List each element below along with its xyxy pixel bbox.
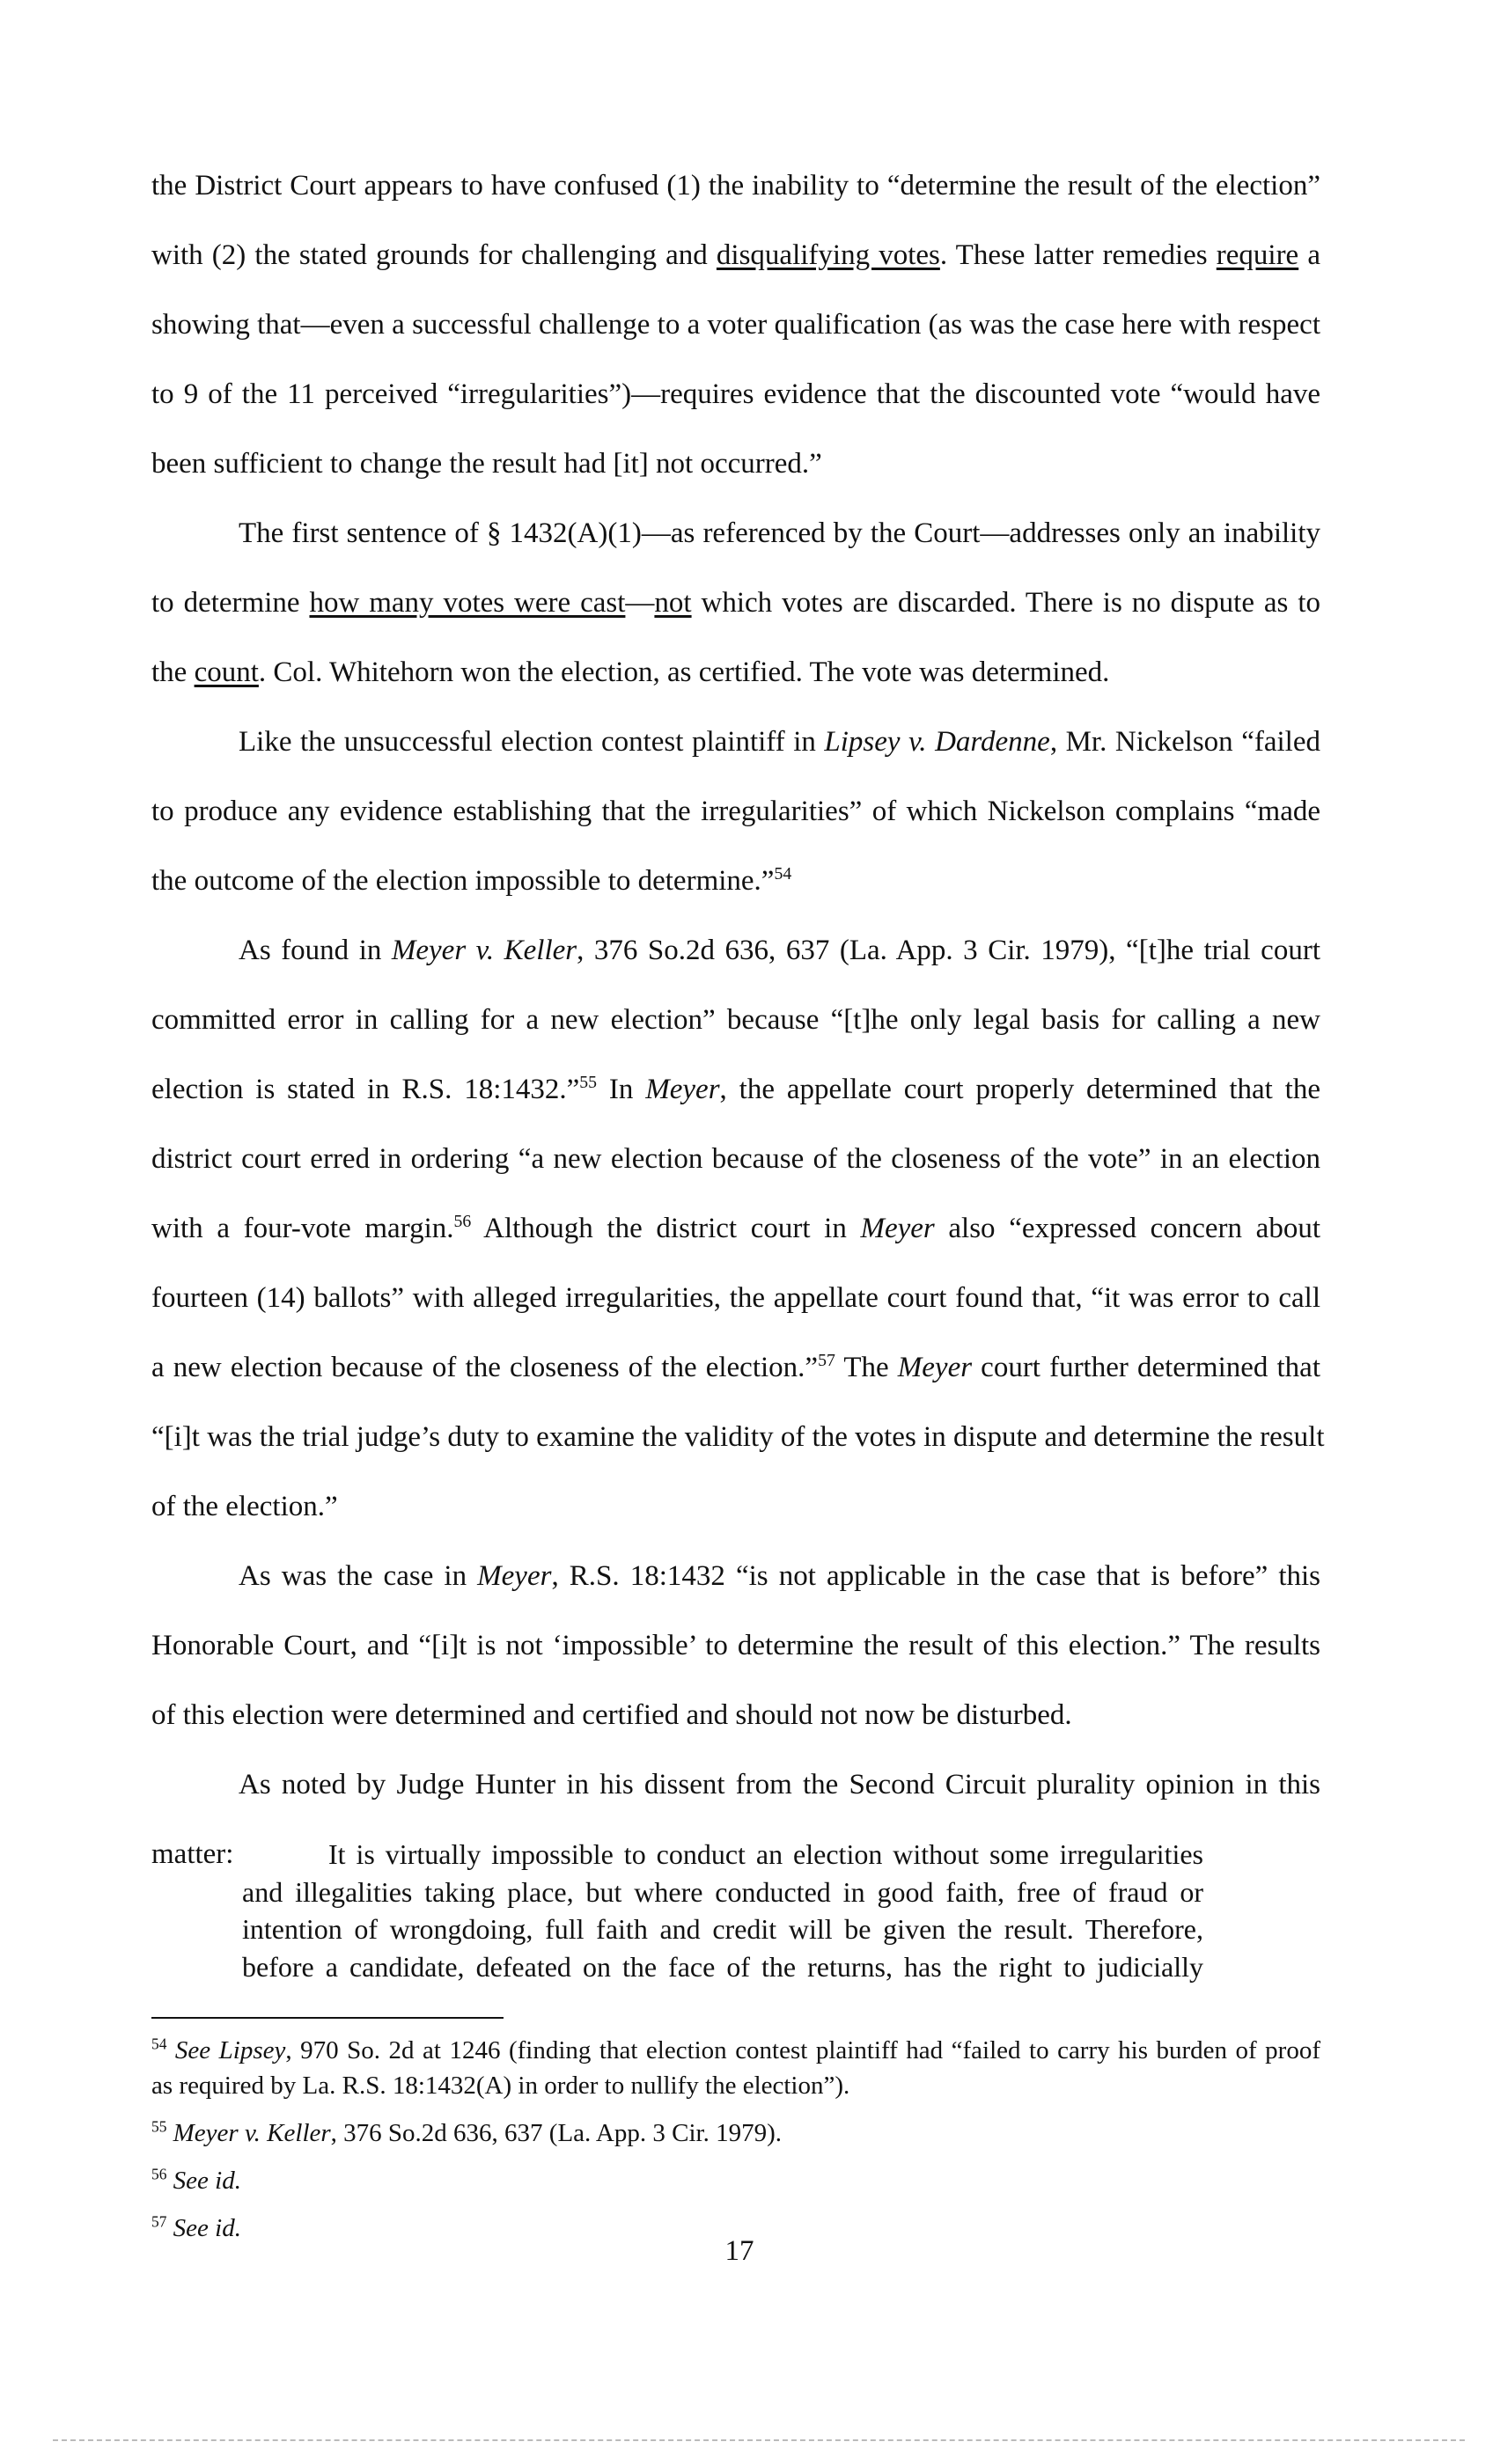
- text-line: [151, 916, 1320, 986]
- footnote-divider: [151, 2017, 504, 2019]
- text-line: [151, 1611, 1320, 1681]
- footnote: [151, 2116, 1320, 2151]
- footnote-reference: 57: [818, 1351, 835, 1371]
- text-run: a new election because of the closeness of the election.”: [151, 1352, 819, 1383]
- text-run: The: [835, 1352, 898, 1383]
- text-run: , 376 So.2d 636, 637 (La. App. 3 Cir. 1979), “[t]he trial court: [577, 935, 1320, 966]
- text-run: court further determined that: [972, 1352, 1320, 1383]
- text-line: [151, 429, 1320, 499]
- text-run: the: [151, 656, 195, 688]
- text-line: [151, 2068, 1320, 2103]
- text-run: [166, 2119, 173, 2147]
- text-run: matter:: [151, 1838, 234, 1870]
- text-line: [151, 1264, 1320, 1333]
- text-line: [151, 499, 1320, 568]
- case-citation: See Lipsey: [174, 2036, 286, 2064]
- text-run: the District Court appears to have confused (1) the inability to “determine the result of the election”: [151, 170, 1320, 202]
- text-run: to determine: [151, 587, 310, 619]
- underlined-text: disqualifying votes: [716, 239, 940, 271]
- text-line: [151, 1403, 1325, 1472]
- footnote-reference: 55: [151, 2117, 167, 2136]
- paragraph: [151, 1542, 1320, 1750]
- text-line: [151, 1750, 1320, 1820]
- text-run: , the appellate court properly determined that the: [719, 1074, 1320, 1105]
- footnote: [151, 2163, 1320, 2198]
- text-run: the outcome of the election impossible to determine.”: [151, 865, 775, 897]
- text-line: [242, 1948, 1203, 1986]
- text-run: It is virtually impossible to conduct an election without some irregularities: [328, 1838, 1203, 1870]
- text-run: Although the district court in: [471, 1213, 861, 1244]
- text-run: fourteen (14) ballots” with alleged irregularities, the appellate court found that, “it was error to call: [151, 1282, 1320, 1314]
- text-run: , R.S. 18:1432 “is not applicable in the case that is before” this: [551, 1560, 1320, 1592]
- body-text: [151, 151, 1325, 1889]
- page-number: 17: [724, 2235, 754, 2267]
- text-run: . Col. Whitehorn won the election, as certified. The vote was determined.: [258, 656, 1110, 688]
- case-citation: Meyer: [860, 1213, 935, 1244]
- footnote: [151, 2033, 1320, 2103]
- text-line: [151, 2163, 1320, 2198]
- footnote-reference: 56: [453, 1212, 472, 1232]
- text-line: [151, 1333, 1320, 1403]
- text-run: with (2) the stated grounds for challenging and: [151, 239, 717, 271]
- text-run: , Mr. Nickelson “failed: [1049, 726, 1320, 758]
- footnote-reference: 56: [151, 2165, 167, 2183]
- text-run: —: [625, 587, 655, 619]
- case-citation: Meyer: [645, 1074, 720, 1105]
- text-run: [166, 2167, 173, 2195]
- text-run: been sufficient to change the result had [it] not occurred.”: [151, 448, 822, 480]
- text-line: [151, 568, 1320, 638]
- text-line: [151, 1055, 1320, 1125]
- text-run: Like the unsuccessful election contest plaintiff in: [239, 726, 825, 758]
- paragraph: [151, 151, 1320, 499]
- text-line: [151, 708, 1320, 777]
- case-citation: See id.: [173, 2214, 241, 2242]
- underlined-text: require: [1216, 239, 1299, 271]
- text-line: [151, 847, 1320, 916]
- text-run: , 970 So. 2d at 1246 (finding that election contest plaintiff had “failed to carry his burden of proof: [285, 2036, 1320, 2064]
- footnote-reference: 54: [774, 864, 792, 884]
- text-line: [151, 638, 1320, 708]
- text-line: [151, 1125, 1320, 1194]
- text-line: [242, 1874, 1203, 1911]
- case-citation: Lipsey v. Dardenne: [824, 726, 1050, 758]
- text-line: [151, 290, 1320, 360]
- text-line: [151, 1194, 1320, 1264]
- scan-edge-artifact: [53, 2439, 1465, 2441]
- text-run: As found in: [239, 935, 392, 966]
- text-run: also “expressed concern about: [934, 1213, 1320, 1244]
- text-run: which votes are discarded. There is no dispute as to: [691, 587, 1320, 619]
- text-line: [151, 777, 1320, 847]
- footnote-reference: 55: [579, 1073, 598, 1093]
- text-run: Honorable Court, and “[i]t is not ‘impossible’ to determine the result of this election.” The results: [151, 1630, 1320, 1661]
- text-run: . These latter remedies: [939, 239, 1217, 271]
- text-line: [151, 1542, 1320, 1611]
- text-run: to produce any evidence establishing that the irregularities” of which Nickelson complains “made: [151, 796, 1320, 827]
- text-run: a: [1298, 239, 1320, 271]
- case-citation: See id.: [173, 2167, 241, 2195]
- text-line: [151, 2033, 1320, 2068]
- text-run: before a candidate, defeated on the face of the returns, has the right to judicially: [242, 1950, 1203, 1983]
- footnote-reference: 57: [151, 2212, 167, 2231]
- text-line: [242, 1910, 1203, 1948]
- text-line: [151, 1472, 1320, 1542]
- text-line: [151, 2116, 1320, 2151]
- text-run: The first sentence of § 1432(A)(1)—as referenced by the Court—addresses only an inability: [239, 517, 1320, 549]
- case-citation: Meyer: [477, 1560, 552, 1592]
- paragraph: [151, 916, 1325, 1542]
- text-run: with a four-vote margin.: [151, 1213, 454, 1244]
- underlined-text: not: [654, 587, 692, 619]
- text-run: district court erred in ordering “a new election because of the closeness of the vote” in an election: [151, 1143, 1320, 1175]
- case-citation: Meyer v. Keller: [173, 2119, 331, 2147]
- text-line: [151, 221, 1320, 290]
- text-run: , 376 So.2d 636, 637 (La. App. 3 Cir. 1979).: [330, 2119, 782, 2147]
- text-run: of this election were determined and certified and should not now be disturbed.: [151, 1699, 1072, 1731]
- text-line: [151, 151, 1320, 221]
- text-run: In: [597, 1074, 646, 1105]
- underlined-text: how many votes were cast: [309, 587, 626, 619]
- text-run: of the election.”: [151, 1491, 338, 1522]
- footnote-reference: 54: [151, 2035, 167, 2053]
- text-run: [166, 2036, 175, 2064]
- text-line: [151, 986, 1320, 1055]
- text-run: showing that—even a successful challenge to a voter qualification (as was the case here with respect: [151, 309, 1320, 341]
- text-run: intention of wrongdoing, full faith and credit will be given the result. Therefore,: [242, 1913, 1203, 1946]
- text-line: [242, 1836, 1203, 1874]
- block-quote: [242, 1836, 1203, 1985]
- paragraph: [151, 708, 1320, 916]
- underlined-text: count: [194, 656, 259, 688]
- text-run: As noted by Judge Hunter in his dissent from the Second Circuit plurality opinion in this: [239, 1769, 1320, 1800]
- text-line: [151, 360, 1320, 429]
- paragraph: [151, 499, 1320, 708]
- text-run: As was the case in: [239, 1560, 478, 1592]
- text-run: committed error in calling for a new election” because “[t]he only legal basis for calling a new: [151, 1004, 1320, 1036]
- case-citation: Meyer v. Keller: [391, 935, 577, 966]
- footnotes: [151, 2033, 1320, 2258]
- text-run: to 9 of the 11 perceived “irregularities”)—requires evidence that the discounted vote “would have: [151, 378, 1320, 410]
- text-run: “[i]t was the trial judge’s duty to examine the validity of the votes in dispute and determine the result: [151, 1421, 1325, 1453]
- text-line: [151, 1681, 1320, 1750]
- case-citation: Meyer: [897, 1352, 973, 1383]
- text-run: and illegalities taking place, but where conducted in good faith, free of fraud or: [242, 1875, 1203, 1908]
- text-run: as required by La. R.S. 18:1432(A) in order to nullify the election”).: [151, 2072, 850, 2100]
- text-run: election is stated in R.S. 18:1432.”: [151, 1074, 580, 1105]
